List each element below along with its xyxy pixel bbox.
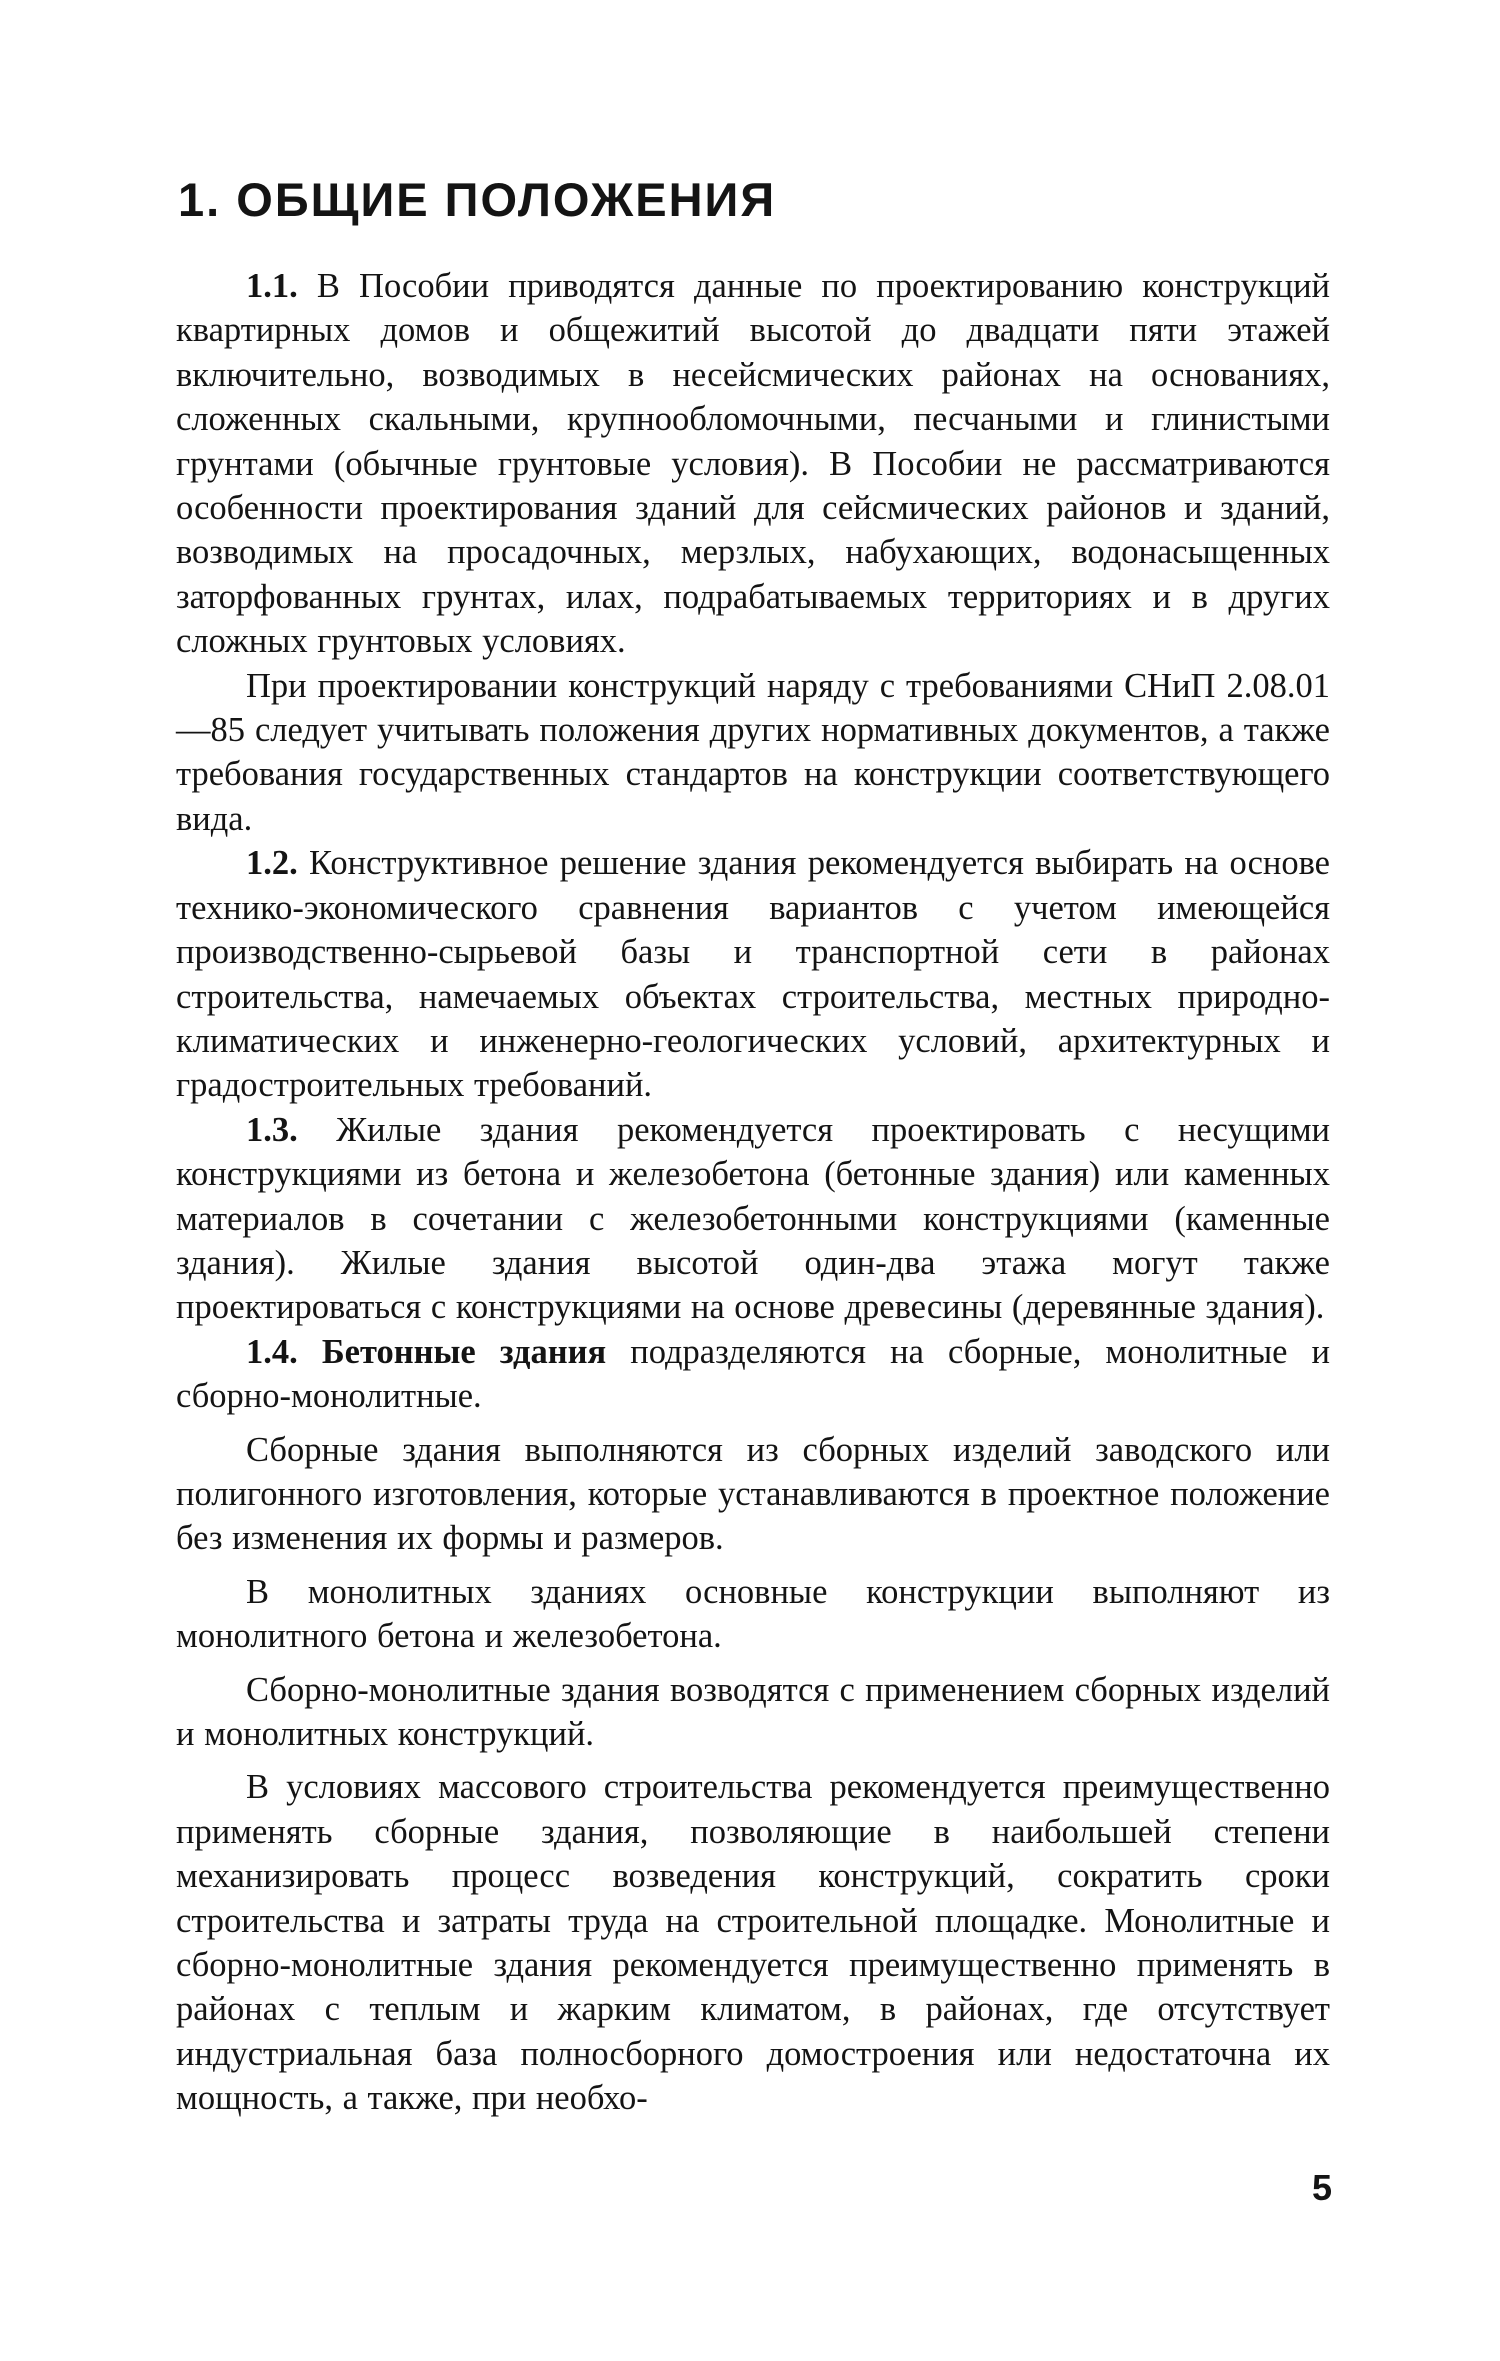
section-title: 1. ОБЩИЕ ПОЛОЖЕНИЯ — [178, 173, 777, 226]
paragraph-text: В монолитных зданиях основные конструкции выполняют из монолитного бетона и железобетона. — [176, 1572, 1330, 1656]
paragraph-text: При проектировании конструкций наряду с требованиями СНиП 2.08.01—85 следует учитывать положения других нормативных документов, а также требования государственных стандартов на конструкции соответствующего вида. — [176, 666, 1330, 838]
paragraph-monolithic — [176, 1570, 1330, 1659]
paragraph-text: Жилые здания рекомендуется проектировать с несущими конструкциями из бетона и железобетона (бетонные здания) или каменных материалов в сочетании с железобетонными конструкциями (каменные здания). Жилые здания высотой один-два этажа могут также проектироваться с конструкциями на основе древесины (деревянные здания). — [176, 1110, 1330, 1327]
clause-number: 1.2. — [246, 844, 298, 883]
paragraph-text: В Пособии приводятся данные по проектированию конструкций квартирных домов и общежитий высотой до двадцати пяти этажей включительно, возводимых в несейсмических районах на основаниях, сложенных скальными, крупнообломочными, песчаными и глинистыми грунтами (обычные грунтовые условия). В Пособии не рассматриваются особенности проектирования зданий для сейсмических районов и зданий, возводимых на просадочных, мерзлых, набухающих, водонасыщенных заторфованных грунтах, илах, подрабатываемых территориях и в других сложных грунтовых условиях. — [176, 267, 1330, 661]
paragraph-snip — [176, 664, 1330, 842]
paragraph-text: Сборно-монолитные здания возводятся с применением сборных изделий и монолитных конструкций. — [176, 1670, 1330, 1753]
paragraph-text: В условиях массового строительства рекомендуется преимущественно применять сборные здания, позволяющие в наибольшей степени механизировать процесс возведения конструкций, сократить сроки строительства и затраты труда на строительной площадке. Монолитные и сборно-монолитные здания рекомендуется преимущественно применять в районах с теплым и жарким климатом, в районах, где отсутствует индустриальная база полносборного домостроения или недостаточна их мощность, а также, при необхо- — [176, 1768, 1330, 2118]
paragraph-1-4 — [176, 1330, 1330, 1419]
paragraph-text: Сборные здания выполняются из сборных изделий заводского или полигонного изготовления, которые устанавливаются в проектное положение без изменения их формы и размеров. — [176, 1430, 1330, 1558]
page-number: 5 — [1311, 2167, 1332, 2208]
paragraph-text: подразделяются на сборные, монолитные и сборно-монолитные. — [176, 1332, 1331, 1416]
paragraph-mass-construction — [176, 1765, 1330, 2120]
paragraph-prefab — [176, 1428, 1330, 1561]
clause-number: 1.1. — [246, 267, 298, 305]
paragraph-1-1 — [176, 264, 1330, 664]
clause-number: 1.3. — [246, 1110, 298, 1149]
paragraph-1-3 — [176, 1108, 1330, 1330]
paragraph-1-2 — [176, 841, 1330, 1107]
body-text — [176, 264, 1330, 2121]
paragraph-text: Конструктивное решение здания рекомендуется выбирать на основе технико-экономического сравнения вариантов с учетом имеющейся производственно-сырьевой базы и транспортной сети в районах строительства, намечаемых объектах строительства, местных природно-климатических и инженерно-геологических условий, архитектурных и градостроительных требований. — [176, 844, 1330, 1105]
clause-number: 1.4. Бетонные здания — [246, 1332, 607, 1371]
paragraph-prefab-monolithic — [176, 1668, 1330, 1757]
